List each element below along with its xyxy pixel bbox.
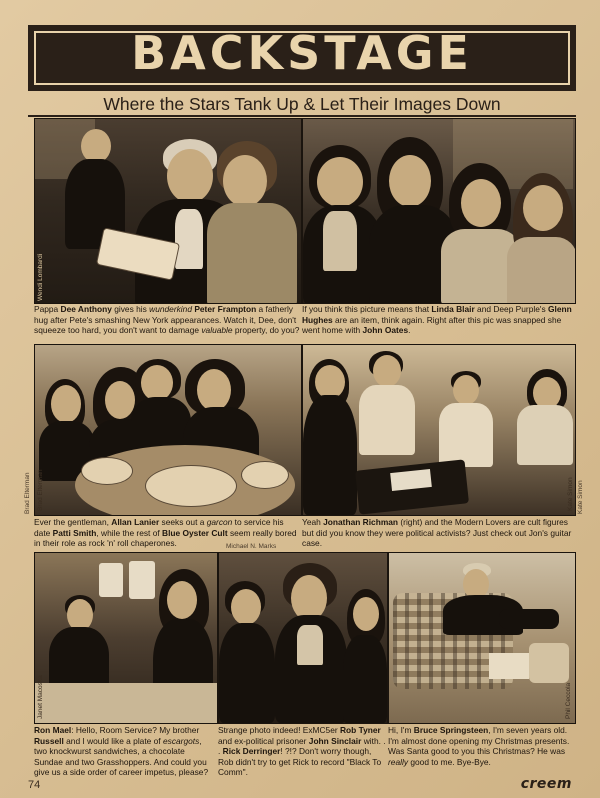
masthead-title: BACKSTAGE	[131, 26, 473, 80]
magazine-logo: creem	[520, 776, 572, 792]
caption-run: escargots	[162, 735, 200, 746]
photo-credit: Wendi Lombardi	[37, 253, 44, 301]
caption-run: seem really bored in their role as rock 'n' roll chaperones.	[34, 527, 297, 549]
caption-run: : Hello, Room Service? My brother	[71, 725, 200, 735]
caption-run: valuable	[201, 325, 233, 336]
caption-run: Dee Anthony	[60, 304, 112, 314]
caption-run: with. . .	[218, 735, 386, 757]
caption-run: .	[408, 325, 411, 336]
caption-run: ! ?!? Don't worry though, Rob didn't try to get Rick to record "Black To Comm".	[218, 746, 382, 778]
masthead-subtitle: Where the Stars Tank Up & Let Their Images Down	[103, 94, 501, 114]
photo-tyner-sinclair-derringer	[218, 552, 388, 724]
caption-7	[388, 725, 574, 767]
photo-credit-michael-marks: Michael N. Marks	[226, 543, 277, 550]
photo-frampton-anthony	[34, 118, 302, 304]
caption-run: and I would like a plate of	[63, 735, 163, 746]
caption-run: Ever the gentleman,	[34, 517, 112, 527]
caption-run: , two knockwurst sandwiches, a chocolate Sundae and two Grasshoppers. And could you give us a side order of career impetus, please?	[34, 735, 209, 778]
caption-run: Jonathan Richman	[323, 517, 399, 527]
caption-run: and ex-political prisoner	[218, 735, 309, 746]
caption-run: Pappa	[34, 304, 61, 314]
caption-4	[302, 517, 574, 549]
caption-run: Rick Derringer	[222, 746, 281, 757]
caption-run: Peter Frampton	[194, 304, 257, 314]
caption-run: Bruce Springsteen	[413, 725, 489, 735]
caption-run: and Deep Purple's	[474, 304, 549, 314]
caption-5	[34, 725, 216, 778]
photo-credit: Kate Simon	[567, 477, 574, 511]
photo-credit: Phil Ceccola	[565, 682, 572, 719]
caption-run: seeks out a	[159, 517, 207, 527]
photo-springsteen	[388, 552, 576, 724]
caption-run: property, do you?	[232, 325, 300, 336]
caption-run: Ron Mael	[34, 725, 72, 735]
photo-credit: Brad Elterman	[37, 469, 44, 511]
caption-run: If you think this picture means that	[302, 304, 432, 314]
caption-run: a fatherly hug after Pete's smashing New York appearances. Watch it, Dee, don't squeeze too hard, you don't want to damage	[34, 304, 297, 336]
caption-2	[302, 304, 574, 336]
caption-run: wunderkind	[149, 304, 192, 314]
caption-run: Yeah	[302, 517, 324, 527]
caption-run: John Oates	[362, 325, 409, 336]
photo-blair-hughes-oates	[302, 118, 576, 304]
photo-blue-oyster-cult	[34, 344, 302, 516]
caption-run: gives his	[111, 304, 150, 314]
photo-credit: Janet Macoska	[37, 675, 44, 719]
caption-run: Blue Oyster Cult	[162, 527, 228, 538]
caption-run: Patti Smith	[52, 527, 97, 538]
caption-run: Rob Tyner	[339, 725, 381, 735]
caption-run: good to me. Bye-Bye.	[408, 756, 491, 767]
page-number: 74	[28, 779, 41, 791]
caption-run: really	[388, 756, 409, 767]
photo-sparks-room-service	[34, 552, 218, 724]
caption-run: Glenn Hughes	[302, 304, 572, 325]
caption-run: Hi, I'm	[388, 725, 414, 735]
caption-run: , I'm seven years old. I'm almost done opening my Christmas presents. Was Santa good to you this Christmas? He was	[388, 725, 570, 757]
caption-run: John Sinclair	[308, 735, 362, 746]
caption-run: Allan Lanier	[111, 517, 160, 527]
caption-run: Russell	[34, 735, 64, 746]
caption-run: (right) and the Modern Lovers are cult figures but did you know they were political activists? Just check out Jon's guitar case.	[302, 517, 572, 549]
caption-6	[218, 725, 386, 778]
photo-credit-kate-simon: Kate Simon	[577, 480, 584, 514]
masthead-banner	[28, 25, 576, 91]
caption-1	[34, 304, 300, 336]
caption-run: garcon	[206, 517, 233, 527]
caption-run: to service his date	[34, 517, 284, 538]
photo-credit-brad-elterman: Brad Elterman	[24, 472, 31, 514]
caption-run: Strange photo indeed! ExMC5er	[218, 725, 340, 735]
caption-run: , while the rest of	[96, 527, 163, 538]
photo-modern-lovers	[302, 344, 576, 516]
caption-run: Linda Blair	[431, 304, 475, 314]
divider-rule	[28, 115, 576, 117]
caption-run: are an item, think again. Right after this pic was snapped she went home with	[302, 314, 562, 336]
